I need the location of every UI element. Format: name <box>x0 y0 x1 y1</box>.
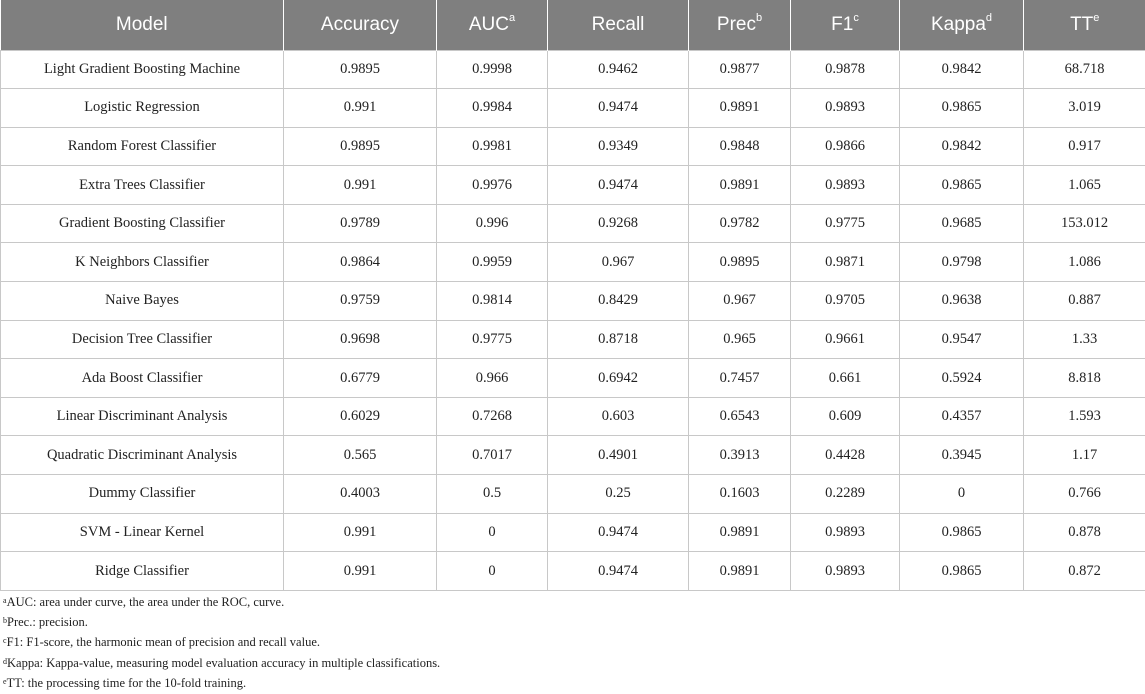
metric-cell: 0.9474 <box>548 513 689 552</box>
metric-cell: 0.1603 <box>689 475 791 514</box>
header-row <box>1 0 1145 50</box>
column-header <box>548 0 689 50</box>
metric-cell: 0.9474 <box>548 166 689 205</box>
table-row <box>1 513 1145 552</box>
metric-cell: 0.9661 <box>791 320 900 359</box>
table-body <box>1 50 1145 590</box>
metric-cell: 0.9268 <box>548 204 689 243</box>
metric-cell: 0.991 <box>284 552 437 591</box>
metric-cell: 0.9866 <box>791 127 900 166</box>
footnote <box>3 592 1143 612</box>
metric-cell: 68.718 <box>1024 50 1145 89</box>
metric-cell: 0.9474 <box>548 552 689 591</box>
metric-cell: 0.9891 <box>689 166 791 205</box>
metric-cell: 0.9959 <box>437 243 548 282</box>
metric-cell: 0.9685 <box>900 204 1024 243</box>
column-header-label: AUC <box>468 13 509 35</box>
column-header <box>437 0 548 50</box>
metric-cell: 0.6942 <box>548 359 689 398</box>
metric-cell: 0.9877 <box>689 50 791 89</box>
metric-cell: 1.086 <box>1024 243 1145 282</box>
metric-cell: 0.3913 <box>689 436 791 475</box>
metric-cell: 0 <box>437 552 548 591</box>
metric-cell: 0.9893 <box>791 513 900 552</box>
table-row <box>1 243 1145 282</box>
metric-cell: 0.9842 <box>900 127 1024 166</box>
metric-cell: 0.2289 <box>791 475 900 514</box>
metric-cell: 0.9871 <box>791 243 900 282</box>
metric-cell: 0.9893 <box>791 552 900 591</box>
table-row <box>1 89 1145 128</box>
metric-cell: 1.065 <box>1024 166 1145 205</box>
metric-cell: 0.9705 <box>791 282 900 321</box>
metric-cell: 0.917 <box>1024 127 1145 166</box>
footnote-marker: a <box>3 596 7 605</box>
metric-cell: 0.9984 <box>437 89 548 128</box>
metric-cell: 0.887 <box>1024 282 1145 321</box>
metric-cell: 0.9547 <box>900 320 1024 359</box>
table-row <box>1 436 1145 475</box>
column-header-label: Model <box>115 13 168 35</box>
table-row <box>1 50 1145 89</box>
metric-cell: 0.9698 <box>284 320 437 359</box>
table-row <box>1 166 1145 205</box>
table-row <box>1 204 1145 243</box>
metric-cell: 0.9878 <box>791 50 900 89</box>
metric-cell: 0.9865 <box>900 552 1024 591</box>
footnote-marker: c <box>3 636 7 646</box>
metric-cell: 0.4357 <box>900 397 1024 436</box>
column-header <box>1024 0 1145 50</box>
metric-cell: 0.9865 <box>900 89 1024 128</box>
metric-cell: 0 <box>900 475 1024 514</box>
column-header <box>1 0 284 50</box>
footnotes <box>3 592 1143 693</box>
column-header-label: Prec <box>716 13 756 35</box>
metric-cell: 0.9891 <box>689 552 791 591</box>
metric-cell: 0.9893 <box>791 166 900 205</box>
metric-cell: 0.9998 <box>437 50 548 89</box>
metric-cell: 0.9474 <box>548 89 689 128</box>
metric-cell: 0.9895 <box>689 243 791 282</box>
footnote-marker: b <box>755 11 763 24</box>
metric-cell: 153.012 <box>1024 204 1145 243</box>
table-row <box>1 552 1145 591</box>
metric-cell: 0.4003 <box>284 475 437 514</box>
metric-cell: 0.9891 <box>689 89 791 128</box>
footnote-marker: b <box>3 616 7 626</box>
metric-cell: 0.7457 <box>689 359 791 398</box>
metric-cell: 0.8429 <box>548 282 689 321</box>
footnote-marker: d <box>985 11 993 24</box>
metric-cell: 0.966 <box>437 359 548 398</box>
table-row <box>1 475 1145 514</box>
metric-cell: 0.9775 <box>791 204 900 243</box>
footnote-marker: a <box>509 11 516 24</box>
model-name-cell: Logistic Regression <box>1 89 284 128</box>
footnote-marker: e <box>1093 11 1100 24</box>
footnote <box>3 673 1143 693</box>
metric-cell: 0.9848 <box>689 127 791 166</box>
column-header-label: Accuracy <box>320 13 400 35</box>
metric-cell: 0.9895 <box>284 50 437 89</box>
metric-cell: 0.991 <box>284 89 437 128</box>
metric-cell: 0.5 <box>437 475 548 514</box>
metric-cell: 0.996 <box>437 204 548 243</box>
column-header <box>689 0 791 50</box>
metric-cell: 0.9976 <box>437 166 548 205</box>
footnote-marker: d <box>3 656 7 666</box>
metric-cell: 0.965 <box>689 320 791 359</box>
metric-cell: 0.967 <box>689 282 791 321</box>
model-name-cell: SVM - Linear Kernel <box>1 513 284 552</box>
metric-cell: 0.6029 <box>284 397 437 436</box>
metric-cell: 0.7268 <box>437 397 548 436</box>
metric-cell: 0.967 <box>548 243 689 282</box>
model-name-cell: Extra Trees Classifier <box>1 166 284 205</box>
metric-cell: 0.6779 <box>284 359 437 398</box>
column-header-label: F1 <box>831 13 854 35</box>
metric-cell: 0.3945 <box>900 436 1024 475</box>
table-row <box>1 282 1145 321</box>
metric-cell: 0.9638 <box>900 282 1024 321</box>
column-header <box>284 0 437 50</box>
model-name-cell: Linear Discriminant Analysis <box>1 397 284 436</box>
metric-cell: 0.4428 <box>791 436 900 475</box>
model-name-cell: Light Gradient Boosting Machine <box>1 50 284 89</box>
model-name-cell: Ada Boost Classifier <box>1 359 284 398</box>
metric-cell: 0.9865 <box>900 513 1024 552</box>
column-header <box>791 0 900 50</box>
metric-cell: 0.9782 <box>689 204 791 243</box>
metric-cell: 0.991 <box>284 513 437 552</box>
metric-cell: 0.9864 <box>284 243 437 282</box>
footnote-text: TT: the processing time for the 10-fold training. <box>6 675 247 690</box>
metric-cell: 1.17 <box>1024 436 1145 475</box>
metric-cell: 0 <box>437 513 548 552</box>
metric-cell: 0.25 <box>548 475 689 514</box>
metric-cell: 0.766 <box>1024 475 1145 514</box>
metric-cell: 0.878 <box>1024 513 1145 552</box>
metric-cell: 0.7017 <box>437 436 548 475</box>
metric-cell: 0.4901 <box>548 436 689 475</box>
footnote-text: Prec.: precision. <box>7 615 88 630</box>
column-header-label: Recall <box>591 13 645 35</box>
model-name-cell: Random Forest Classifier <box>1 127 284 166</box>
metric-cell: 0.9842 <box>900 50 1024 89</box>
model-name-cell: K Neighbors Classifier <box>1 243 284 282</box>
column-header <box>900 0 1024 50</box>
metric-cell: 0.8718 <box>548 320 689 359</box>
metric-cell: 0.9798 <box>900 243 1024 282</box>
metric-cell: 0.9981 <box>437 127 548 166</box>
footnote-text: AUC: area under curve, the area under the ROC, curve. <box>6 595 285 609</box>
model-name-cell: Gradient Boosting Classifier <box>1 204 284 243</box>
model-name-cell: Quadratic Discriminant Analysis <box>1 436 284 475</box>
column-header-label: Kappa <box>930 13 986 35</box>
model-name-cell: Ridge Classifier <box>1 552 284 591</box>
metric-cell: 0.872 <box>1024 552 1145 591</box>
metric-cell: 0.9349 <box>548 127 689 166</box>
metric-cell: 0.609 <box>791 397 900 436</box>
table-row <box>1 359 1145 398</box>
metric-cell: 0.9891 <box>689 513 791 552</box>
footnote <box>3 612 1143 632</box>
metric-cell: 1.33 <box>1024 320 1145 359</box>
metric-cell: 8.818 <box>1024 359 1145 398</box>
metric-cell: 0.9895 <box>284 127 437 166</box>
metric-cell: 0.9893 <box>791 89 900 128</box>
metric-cell: 0.9775 <box>437 320 548 359</box>
metric-cell: 1.593 <box>1024 397 1145 436</box>
footnote <box>3 632 1143 652</box>
metric-cell: 0.991 <box>284 166 437 205</box>
column-header-label: TT <box>1070 13 1094 35</box>
metric-cell: 0.9865 <box>900 166 1024 205</box>
footnote-marker: c <box>853 11 859 24</box>
metric-cell: 0.9759 <box>284 282 437 321</box>
metric-cell: 0.603 <box>548 397 689 436</box>
model-name-cell: Dummy Classifier <box>1 475 284 514</box>
metric-cell: 0.9814 <box>437 282 548 321</box>
footnote-text: Kappa: Kappa-value, measuring model evaluation accuracy in multiple classifications. <box>7 655 441 670</box>
metric-cell: 0.6543 <box>689 397 791 436</box>
footnote <box>3 653 1143 673</box>
footnote-text: F1: F1-score, the harmonic mean of precision and recall value. <box>6 635 320 650</box>
table-row <box>1 127 1145 166</box>
metric-cell: 3.019 <box>1024 89 1145 128</box>
metric-cell: 0.9789 <box>284 204 437 243</box>
table-row <box>1 397 1145 436</box>
metric-cell: 0.9462 <box>548 50 689 89</box>
metric-cell: 0.661 <box>791 359 900 398</box>
table-header <box>1 0 1145 50</box>
table-row <box>1 320 1145 359</box>
model-name-cell: Decision Tree Classifier <box>1 320 284 359</box>
footnote-marker: e <box>3 676 7 686</box>
model-name-cell: Naive Bayes <box>1 282 284 321</box>
metric-cell: 0.5924 <box>900 359 1024 398</box>
metric-cell: 0.565 <box>284 436 437 475</box>
